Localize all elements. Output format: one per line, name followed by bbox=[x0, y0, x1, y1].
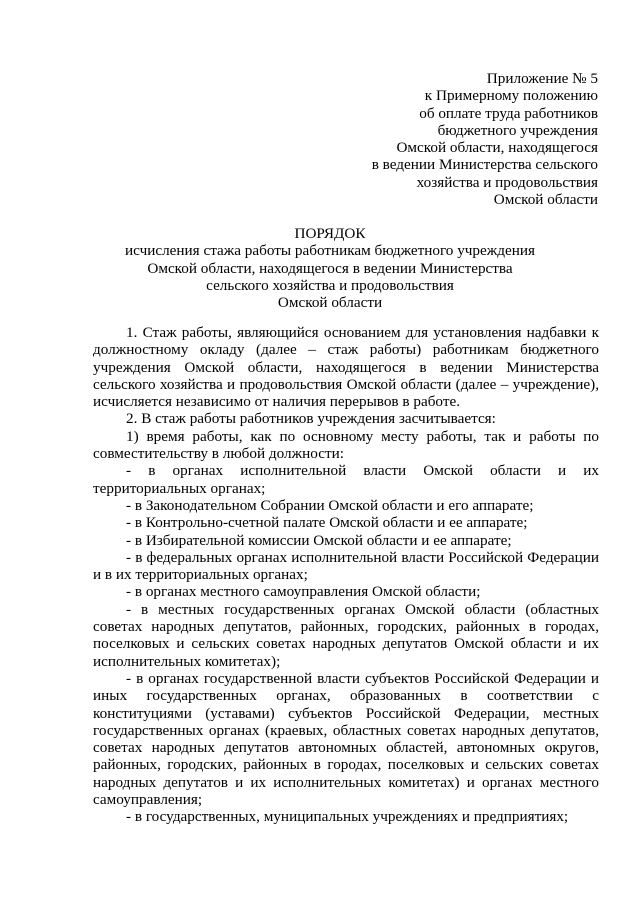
title-subtitle-line: сельского хозяйства и продовольствия bbox=[206, 276, 454, 294]
list-item: - в местных государственных органах Омской области (областных советах народных депутатов, районных, городских, районных в городах, поселковых и сельских советах народных депутатов Омской области и их исполнительных комитетах); bbox=[93, 600, 599, 670]
list-item: - в органах государственной власти субъектов Российской Федерации и иных государственных органах, образованных в соответствии с конституциями (уставами) субъектов Российской Федерации, местных государственных органах (краевых, областных советах народных депутатов, советах народных депутатов автономных областей, автономных округов, районных, городских, районных в городах, поселковых и сельских советах народных депутатов и их исполнительных комитетах) и органах местного самоуправления; bbox=[93, 669, 599, 809]
appendix-header bbox=[298, 70, 598, 208]
paragraph-2-item-1: 1) время работы, как по основному месту работы, так и работы по совместительству в любой должности: bbox=[93, 427, 599, 463]
appendix-line: Омской области, находящегося bbox=[396, 139, 598, 157]
list-item: - в федеральных органах исполнительной власти Российской Федерации и в их территориальных органах; bbox=[93, 548, 599, 584]
list-item: - в Избирательной комиссии Омской области и ее аппарате; bbox=[126, 531, 512, 549]
appendix-line: в ведении Министерства сельского bbox=[371, 156, 598, 174]
appendix-line: Омской области bbox=[493, 191, 598, 209]
document-title bbox=[70, 225, 590, 311]
list-item: - в Законодательном Собрании Омской области и его аппарате; bbox=[126, 496, 534, 514]
document-body bbox=[93, 324, 599, 826]
list-item: - в органах исполнительной власти Омской области и их территориальных органах; bbox=[93, 462, 599, 497]
list-item: - в Контрольно-счетной палате Омской области и ее аппарате; bbox=[126, 514, 528, 532]
paragraph-2: 2. В стаж работы работников учреждения засчитывается: bbox=[126, 410, 496, 428]
title-subtitle-line: Омской области bbox=[277, 294, 383, 312]
list-item: - в государственных, муниципальных учреждениях и предприятиях; bbox=[126, 808, 569, 826]
appendix-line: хозяйства и продовольствия bbox=[416, 173, 598, 191]
appendix-line: Приложение № 5 bbox=[486, 70, 598, 87]
appendix-line: к Примерному положению bbox=[424, 87, 598, 105]
title-heading: ПОРЯДОК bbox=[294, 225, 366, 242]
list-item: - в органах местного самоуправления Омской области; bbox=[126, 583, 481, 601]
paragraph-1: 1. Стаж работы, являющийся основанием для установления надбавки к должностному окладу (далее – стаж работы) работникам бюджетного учреждения Омской области, находящегося в ведении Министерства сельского хозяйства и продовольствия Омской области (далее – учреждение), исчисляется независимо от наличия перерывов в работе. bbox=[93, 324, 599, 411]
appendix-line: бюджетного учреждения bbox=[437, 121, 598, 139]
title-subtitle-line: Омской области, находящегося в ведении Министерства bbox=[147, 259, 513, 277]
title-subtitle-line: исчисления стажа работы работникам бюджетного учреждения bbox=[125, 242, 535, 260]
appendix-line: об оплате труда работников bbox=[419, 104, 598, 122]
